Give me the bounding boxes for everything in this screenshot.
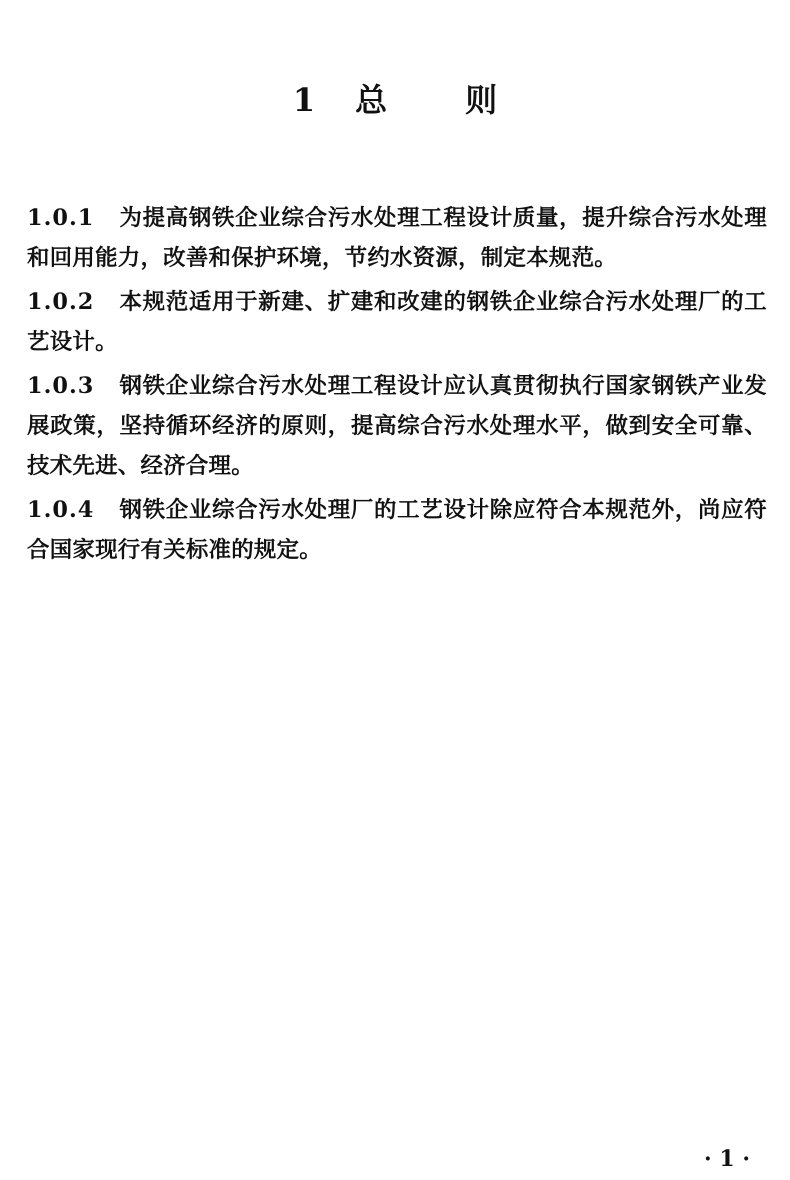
clause-text: 本规范适用于新建、扩建和改建的钢铁企业综合污水处理厂的工艺设计。 [27,289,767,355]
page-number: · 1 · [704,1146,750,1172]
clause-number: 1.0.2 [27,289,95,315]
chapter-title [0,78,790,122]
clause-1-0-1 [27,198,767,278]
clause-list [27,198,767,574]
clause-number: 1.0.3 [27,373,95,399]
chapter-title-char-1: 总 [355,81,388,119]
clause-text: 钢铁企业综合污水处理厂的工艺设计除应符合本规范外，尚应符合国家现行有关标准的规定。 [27,497,767,563]
clause-1-0-2 [27,282,767,362]
clause-text: 为提高钢铁企业综合污水处理工程设计质量，提升综合污水处理和回用能力，改善和保护环境，节约水资源，制定本规范。 [27,205,767,271]
clause-1-0-3 [27,366,767,486]
clause-number: 1.0.4 [27,497,95,523]
chapter-title-char-2: 则 [465,81,498,119]
chapter-number: 1 [292,81,316,119]
clause-text: 钢铁企业综合污水处理工程设计应认真贯彻执行国家钢铁产业发展政策，坚持循环经济的原则，提高综合污水处理水平，做到安全可靠、技术先进、经济合理。 [27,373,767,479]
clause-number: 1.0.1 [27,205,95,231]
clause-1-0-4 [27,490,767,570]
